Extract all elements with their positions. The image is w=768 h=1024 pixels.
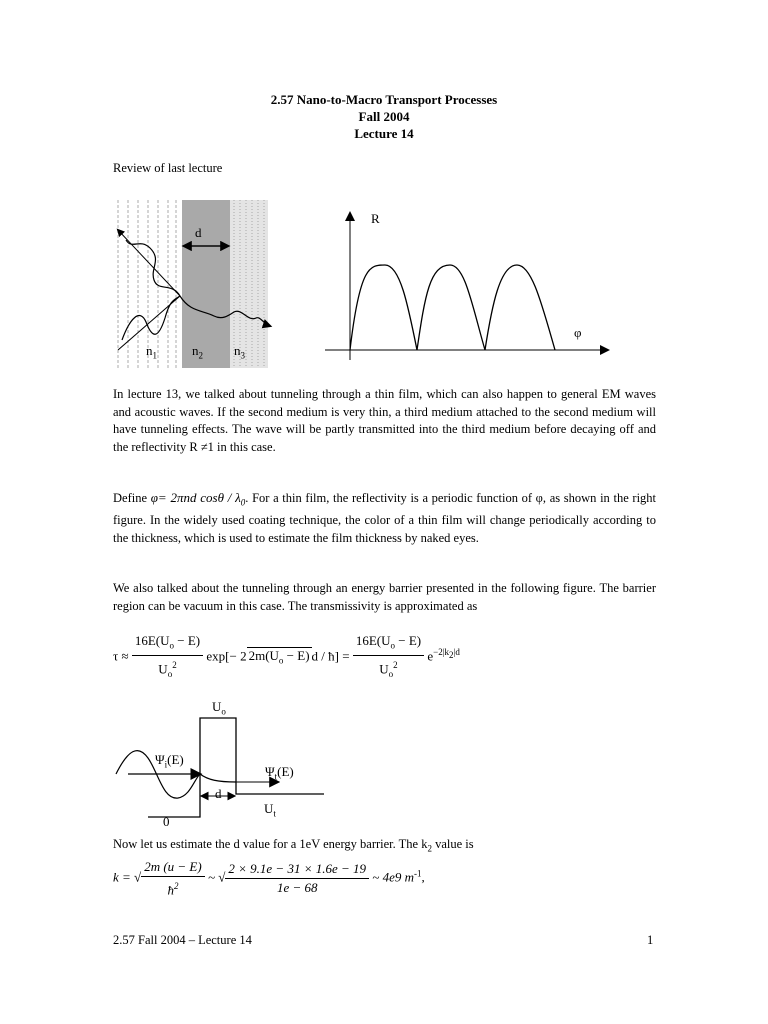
review-heading: Review of last lecture	[113, 161, 223, 175]
reflectivity-plot	[320, 205, 620, 365]
medium-2-region	[182, 200, 230, 368]
phi-formula: φ= 2πnd cosθ / $\lambda_0$	[150, 490, 246, 508]
x-axis-label: φ	[574, 325, 582, 340]
paragraph-define-phi: Define φ= 2πnd cosθ / $\lambda_0$. For a thin film, the reflectivity is a periodic function of φ, as shown in the right figure. In the widely used coating technique, the color of a thin film will change periodically according to the thickness, which is used to estimate the film thickness by naked eyes.	[113, 490, 657, 545]
n3-label: $n_3$	[234, 343, 245, 361]
transmissivity-equation: τ ≈ $\frac{16E(U_o - E)}{U_o^2}$ exp[− 2 $2m(U_o - E)$ d / ħ] = $\frac{16E(U_o - E)}{U_o^2}$ $e^{-2|k_2|d}$	[113, 633, 460, 679]
course-title: 2.57 Nano-to-Macro Transport Processes	[270, 92, 498, 107]
paragraph-estimate: Now let us estimate the d value for a 1eV energy barrier. The $k_2$ value is	[113, 837, 474, 854]
zero-level-label: 0	[163, 814, 170, 829]
transmitted-wavefunction-label: $\Psi_t(E)$	[265, 764, 294, 782]
barrier-width-label: d	[215, 786, 222, 801]
lecture-number: Lecture 14	[354, 126, 414, 141]
footer-course: 2.57 Fall 2004 – Lecture 14	[113, 933, 252, 947]
film-thickness-label: d	[195, 225, 202, 240]
course-term: Fall 2004	[358, 109, 410, 124]
page-number: 1	[647, 933, 654, 947]
reflectivity-curve	[350, 265, 555, 350]
energy-barrier-figure	[108, 700, 338, 830]
paragraph-tunneling: In lecture 13, we talked about tunneling through a thin film, which can also happen to general EM waves and acoustic waves. If the second medium is very thin, a third medium attached to the second medium will have tunneling effects. The wave will be partly transmitted into the third medium before decaying off and the reflectivity R ≠1 in this case.	[113, 387, 656, 454]
barrier-height-label: $U_o$	[212, 699, 226, 717]
paragraph-energy-barrier: We also talked about the tunneling through an energy barrier presented in the following figure. The barrier region can be vacuum in this case. The transmissivity is approximated as	[113, 581, 656, 613]
y-axis-label: R	[371, 211, 380, 226]
n2-label: $n_2$	[192, 343, 203, 361]
k2-estimate-equation: k = √ $\frac{2m (u - E)}{ħ^2}$ ~ √ $\frac{2 \times 9.1e - 31 \times 1.6e - 19}{1e - 68}$ ~ 4e9 $m^{-1}$,	[113, 859, 425, 898]
transmitted-level-label: $U_t$	[264, 801, 276, 819]
n1-label: $n_1$	[146, 343, 157, 361]
incident-wavefunction-label: $\Psi_i(E)$	[155, 752, 184, 770]
